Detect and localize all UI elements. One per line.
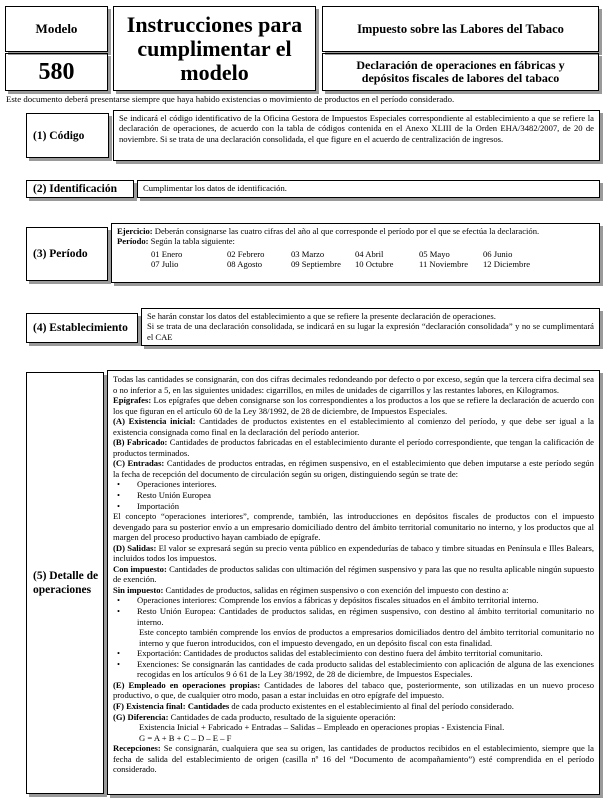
modelo-label-box xyxy=(5,6,108,52)
month-item: 06 Junio xyxy=(483,248,513,259)
declaration-box xyxy=(322,53,599,91)
g-para: (G) Diferencia: Cantidades de cada producto, resultado de la siguiente operación: xyxy=(113,711,396,722)
month-item: 04 Abril xyxy=(355,248,384,259)
periodo-label: (3) Período xyxy=(33,248,88,260)
sin-list-b xyxy=(113,648,594,680)
month-item: 12 Diciembre xyxy=(483,258,531,269)
modelo-number-box xyxy=(5,53,108,91)
establecimiento-label: (4) Establecimiento xyxy=(33,322,128,334)
title-box xyxy=(113,6,316,91)
codigo-text-box xyxy=(113,110,600,161)
list-item: • Resto Unión Europea: Cantidades de productos salidas, en régimen suspensivo, con destino al ámbito territorial comunitario no interno. xyxy=(113,606,594,627)
a-para: (A) Existencia inicial: Cantidades de productos existentes en el establecimiento al comienzo del período, y que debe ser igual a la existencia consignada como final en la declaración del período anterior. xyxy=(113,416,594,437)
modelo-number: 580 xyxy=(38,58,75,85)
periodo-label-box xyxy=(26,227,108,281)
list-item: • Operaciones interiores: Comprende los envíos a fábricas y depósitos fiscales situados en el ámbito territorial interno. xyxy=(113,595,594,606)
month-item: 05 Mayo xyxy=(419,248,450,259)
f-para: (F) Existencia final: Cantidades de cada producto existentes en el establecimiento al final del período considerado. xyxy=(113,700,514,711)
month-item: 03 Marzo xyxy=(291,248,325,259)
detalle-label: (5) Detalle de operaciones xyxy=(33,570,99,596)
b-para: (B) Fabricado: Cantidades de productos fabricadas en el establecimiento durante el período correspondiente, que tengan la calificación de productos terminados. xyxy=(113,437,594,458)
month-item: 07 Julio xyxy=(151,258,179,269)
periodo-line: Período: Según la tabla siguiente: xyxy=(117,236,235,247)
concepto-para: El concepto “operaciones interiores”, comprende, también, las introducciones en depósitos fiscales de productos con el impuesto devengado para su posterior envío a un empresario domiciliado dentro del ámbito territorial comunitario no interno, y los productos que al margen del proceso productivo hayan cambiado de epígrafe. xyxy=(113,511,594,543)
d-para: (D) Salidas: El valor se expresará según su precio venta público en expendedurías de tabaco y timbre situadas en Península e Illes Balears, incluidos todos los impuestos. xyxy=(113,542,594,564)
establecimiento-text-box xyxy=(141,308,600,346)
sin-list-a xyxy=(113,595,594,627)
con-impuesto-para: Con impuesto: Cantidades de productos salidas con ultimación del régimen suspensivo y para las que no resulta aplicable ningún supuesto de exención. xyxy=(113,563,594,585)
establecimiento-line2: Si se trata de una declaración consolidada, se indicará en su lugar la expresión “declaración consolidada” y no se cumplimentará el CAE xyxy=(147,321,594,342)
tax-name-box xyxy=(322,6,599,52)
este-concepto-para: Este concepto también comprende los envíos de productos a empresarios domiciliados dentro del ámbito territorial comunitario no interno y que fueron introducidos, con el impuesto devengado, en un depósito fiscal con esta finalidad. xyxy=(139,627,594,648)
identificacion-label-box xyxy=(26,180,134,198)
month-item: 08 Agosto xyxy=(227,258,263,269)
identificacion-label: (2) Identificación xyxy=(33,183,118,195)
epigrafes-para: Epígrafes: Los epígrafes que deben consignarse son los correspondientes a los productos a los que se refiere la declaración de acuerdo con los que figuran en el artículo 60 de la Ley 38/1992, de 28 de diciembre, de Impuestos Especiales. xyxy=(113,395,594,416)
sin-impuesto-para: Sin impuesto: Cantidades de productos, salidas en régimen suspensivo o con exención del impuesto con destino a: xyxy=(113,584,509,595)
g-formula-1: Existencia Inicial + Fabricado + Entradas – Salidas – Empleado en operaciones propias - Existencia Final. xyxy=(139,722,505,733)
periodo-text-box xyxy=(111,223,600,283)
c-para: (C) Entradas: Cantidades de productos entradas, en régimen suspensivo, en el establecimiento que deben imputarse a este período según la fecha de recepción del documento de circulación según su origen, distinguiendo según se trate de: xyxy=(113,458,594,479)
month-item: 09 Septiembre xyxy=(291,258,341,269)
c-list xyxy=(113,479,594,511)
e-para: (E) Empleado en operaciones propias: Cantidades de labores del tabaco que, posteriormente, son utilizadas en un nuevo proceso productivo, o que, de cualquier otro modo, pasan a estar incluidas en otro epígrafe del impuesto. xyxy=(113,679,594,701)
codigo-label: (1) Código xyxy=(33,129,85,142)
list-item: • Importación xyxy=(113,501,594,512)
list-item: • Operaciones interiores. xyxy=(113,479,594,490)
recepciones-para: Recepciones: Se consignarán, cualquiera que sea su origen, las cantidades de productos recibidos en el establecimiento, siempre que la fecha de salida del establecimiento de origen (casilla nº 16 del “Documento de acompañamiento”) esté comprendida en el período considerado. xyxy=(113,743,594,775)
declaration-title: Declaración de operaciones en fábricas y depósitos fiscales de labores del tabaco xyxy=(356,58,565,85)
codigo-text: Se indicará el código identificativo de la Oficina Gestora de Impuestos Especiales correspondiente al establecimiento a que se refiere la declaración de operaciones, de acuerdo con la tabla de códigos contenida en el Anexo XLIII de la Orden EHA/3482/2007, de 20 de noviembre. Si se trata de una declaración consolidada, el que figure en el acuerdo de centralización de ingresos. xyxy=(119,113,594,144)
modelo-label: Modelo xyxy=(35,21,78,36)
month-item: 01 Enero xyxy=(151,248,183,259)
months-table xyxy=(151,249,594,270)
month-item: 10 Octubre xyxy=(355,258,394,269)
identificacion-text-box xyxy=(137,180,600,198)
establecimiento-label-box xyxy=(26,313,138,343)
tax-name: Impuesto sobre las Labores del Tabaco xyxy=(357,21,564,36)
ejercicio-line: Ejercicio: Deberán consignarse las cuatro cifras del año al que corresponde el período por el que se efectúa la declaración. xyxy=(117,226,540,236)
detalle-intro: Todas las cantidades se consignarán, con dos cifras decimales redondeando por defecto o por exceso, según que la tercera cifra decimal sea o no inferior a 5, en las siguientes unidades: cigarrillos, en miles de unidades de cigarrillos y las restantes labores, en Kilogramos. xyxy=(113,374,594,395)
list-item: • Exenciones: Se consignarán las cantidades de cada producto salidas del establecimiento con aplicación de alguna de las exenciones recogidas en los artículos 9 ó 61 de la Ley 38/1992, de 28 de diciembre, de Impuestos Especiales. xyxy=(113,659,594,680)
page-title: Instrucciones para cumplimentar el modelo xyxy=(126,11,303,85)
month-item: 02 Febrero xyxy=(227,248,265,259)
g-formula-2: G = A + B + C – D – E – F xyxy=(139,732,232,743)
identificacion-text: Cumplimentar los datos de identificación. xyxy=(143,183,287,193)
list-item: • Exportación: Cantidades de productos salidas del establecimiento con destino fuera del ámbito territorial comunitario. xyxy=(113,648,594,659)
codigo-label-box xyxy=(26,113,109,158)
detalle-text-box xyxy=(107,370,600,795)
intro-text: Este documento deberá presentarse siempre que haya habido existencias o movimiento de productos en el período considerado. xyxy=(6,94,455,104)
detalle-label-box xyxy=(26,372,104,794)
list-item: • Resto Unión Europea xyxy=(113,490,594,501)
establecimiento-line1: Se harán constar los datos del establecimiento a que se refiere la presente declaración de operaciones. xyxy=(147,311,496,321)
month-item: 11 Noviembre xyxy=(419,258,469,269)
